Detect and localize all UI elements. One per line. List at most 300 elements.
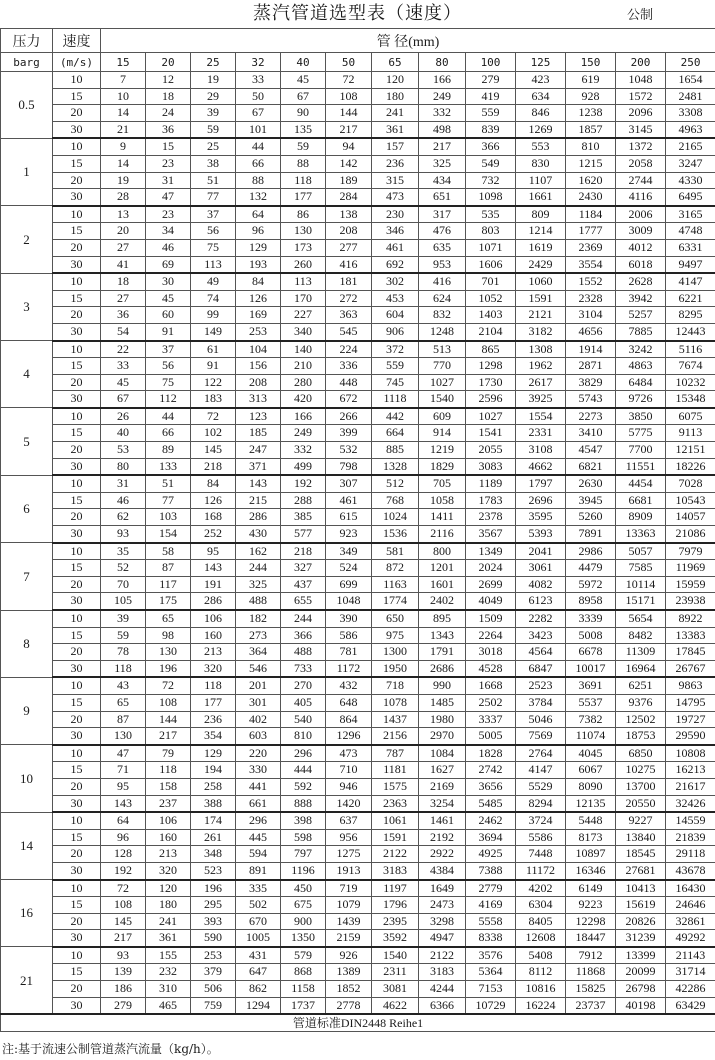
flow-cell: 174	[191, 812, 236, 829]
flow-cell: 14057	[666, 509, 715, 526]
flow-cell: 44	[236, 138, 281, 155]
flow-cell: 1189	[466, 475, 516, 492]
table-row	[1, 458, 715, 475]
flow-cell: 144	[146, 711, 191, 728]
flow-cell: 12608	[516, 930, 566, 947]
flow-cell: 168	[191, 509, 236, 526]
flow-cell: 52	[101, 560, 146, 577]
flow-cell: 13399	[616, 947, 666, 964]
flow-cell: 3694	[466, 829, 516, 846]
flow-cell: 1420	[326, 795, 372, 812]
flow-cell: 232	[146, 964, 191, 981]
velocity-cell: 10	[53, 408, 101, 425]
flow-cell: 3308	[666, 105, 715, 122]
flow-cell: 11309	[616, 644, 666, 661]
flow-cell: 405	[281, 694, 326, 711]
velocity-cell: 10	[53, 677, 101, 694]
flow-cell: 1980	[419, 711, 466, 728]
flow-cell: 4963	[666, 121, 715, 138]
diameter-header: 200	[616, 53, 666, 72]
velocity-cell: 20	[53, 239, 101, 256]
flow-cell: 25	[191, 138, 236, 155]
flow-cell: 349	[326, 543, 372, 560]
flow-cell: 88	[281, 155, 326, 172]
flow-cell: 177	[281, 189, 326, 206]
flow-cell: 1668	[466, 677, 516, 694]
table-row	[1, 425, 715, 442]
flow-cell: 1540	[419, 391, 466, 408]
flow-cell: 809	[516, 206, 566, 223]
flow-cell: 2430	[566, 189, 616, 206]
flow-cell: 6123	[516, 593, 566, 610]
flow-cell: 5537	[566, 694, 616, 711]
table-row	[1, 492, 715, 509]
flow-cell: 868	[281, 964, 326, 981]
flow-cell: 11868	[566, 964, 616, 981]
flow-cell: 1601	[419, 576, 466, 593]
flow-cell: 86	[281, 206, 326, 223]
flow-cell: 102	[191, 425, 236, 442]
flow-cell: 23	[146, 155, 191, 172]
diameter-header: 20	[146, 53, 191, 72]
flow-cell: 218	[191, 458, 236, 475]
units-row	[1, 53, 715, 72]
table-row	[1, 189, 715, 206]
flow-cell: 2096	[616, 105, 666, 122]
velocity-cell: 30	[53, 660, 101, 677]
flow-cell: 372	[372, 341, 419, 358]
flow-cell: 488	[281, 644, 326, 661]
table-row	[1, 897, 715, 914]
table-row	[1, 862, 715, 879]
flow-cell: 3242	[616, 341, 666, 358]
flow-cell: 1829	[419, 458, 466, 475]
flow-cell: 1215	[566, 155, 616, 172]
flow-cell: 3942	[616, 290, 666, 307]
flow-cell: 47	[146, 189, 191, 206]
flow-cell: 437	[281, 576, 326, 593]
flow-cell: 670	[236, 913, 281, 930]
flow-cell: 6484	[616, 374, 666, 391]
flow-cell: 336	[326, 358, 372, 375]
flow-cell: 7	[101, 72, 146, 89]
flow-cell: 371	[236, 458, 281, 475]
flow-cell: 260	[281, 256, 326, 273]
flow-cell: 133	[146, 458, 191, 475]
velocity-cell: 10	[53, 610, 101, 627]
flow-cell: 16224	[516, 997, 566, 1014]
flow-cell: 434	[419, 172, 466, 189]
flow-cell: 40198	[616, 997, 666, 1014]
velocity-cell: 30	[53, 391, 101, 408]
flow-cell: 15959	[666, 576, 715, 593]
flow-cell: 266	[326, 408, 372, 425]
flow-cell: 139	[101, 964, 146, 981]
flow-cell: 23938	[666, 593, 715, 610]
flow-cell: 1389	[326, 964, 372, 981]
flow-cell: 193	[236, 256, 281, 273]
velocity-cell: 30	[53, 930, 101, 947]
flow-cell: 2273	[566, 408, 616, 425]
velocity-cell: 30	[53, 997, 101, 1014]
flow-cell: 2006	[616, 206, 666, 223]
flow-cell: 1071	[466, 239, 516, 256]
flow-cell: 5046	[516, 711, 566, 728]
flow-cell: 191	[191, 576, 236, 593]
flow-cell: 185	[236, 425, 281, 442]
flow-cell: 208	[326, 223, 372, 240]
pressure-cell: 2	[1, 206, 53, 273]
flow-cell: 705	[419, 475, 466, 492]
flow-cell: 1536	[372, 526, 419, 543]
flow-cell: 366	[281, 627, 326, 644]
flow-cell: 759	[191, 997, 236, 1014]
flow-cell: 1184	[566, 206, 616, 223]
flow-cell: 51	[191, 172, 236, 189]
velocity-cell: 10	[53, 72, 101, 89]
flow-cell: 450	[281, 880, 326, 897]
flow-cell: 1591	[372, 829, 419, 846]
flow-cell: 196	[146, 660, 191, 677]
flow-cell: 98	[146, 627, 191, 644]
flow-cell: 241	[372, 105, 419, 122]
flow-cell: 366	[466, 138, 516, 155]
flow-cell: 2686	[419, 660, 466, 677]
flow-cell: 3656	[466, 778, 516, 795]
flow-cell: 15	[146, 138, 191, 155]
flow-cell: 13840	[616, 829, 666, 846]
table-row	[1, 593, 715, 610]
table-row	[1, 256, 715, 273]
flow-cell: 7388	[466, 862, 516, 879]
flow-cell: 325	[419, 155, 466, 172]
table-row	[1, 560, 715, 577]
flow-cell: 648	[326, 694, 372, 711]
flow-cell: 6075	[666, 408, 715, 425]
velocity-cell: 10	[53, 812, 101, 829]
flow-cell: 488	[236, 593, 281, 610]
velocity-cell: 10	[53, 341, 101, 358]
flow-cell: 117	[146, 576, 191, 593]
velocity-cell: 15	[53, 425, 101, 442]
table-body	[1, 72, 715, 1015]
velocity-cell: 20	[53, 778, 101, 795]
flow-cell: 252	[191, 526, 236, 543]
velocity-cell: 20	[53, 307, 101, 324]
flow-cell: 9227	[616, 812, 666, 829]
table-row	[1, 812, 715, 829]
flow-cell: 37	[191, 206, 236, 223]
flow-cell: 325	[236, 576, 281, 593]
flow-cell: 419	[466, 88, 516, 105]
flow-cell: 1403	[466, 307, 516, 324]
flow-cell: 56	[191, 223, 236, 240]
flow-cell: 2156	[372, 728, 419, 745]
flow-cell: 895	[419, 610, 466, 627]
flow-cell: 2104	[466, 323, 516, 340]
flow-cell: 53	[101, 442, 146, 459]
flow-cell: 3145	[616, 121, 666, 138]
flow-cell: 10232	[666, 374, 715, 391]
flow-cell: 473	[326, 745, 372, 762]
flow-cell: 21617	[666, 778, 715, 795]
velocity-cell: 20	[53, 644, 101, 661]
flow-cell: 143	[236, 475, 281, 492]
flow-cell: 317	[419, 206, 466, 223]
pressure-header: 压力	[1, 29, 53, 53]
flow-cell: 5005	[466, 728, 516, 745]
flow-cell: 18545	[616, 846, 666, 863]
flow-cell: 1554	[516, 408, 566, 425]
flow-cell: 27681	[616, 862, 666, 879]
flow-cell: 80	[101, 458, 146, 475]
flow-cell: 4116	[616, 189, 666, 206]
flow-cell: 1914	[566, 341, 616, 358]
flow-cell: 4169	[466, 897, 516, 914]
flow-cell: 1196	[281, 862, 326, 879]
velocity-cell: 20	[53, 172, 101, 189]
table-row	[1, 509, 715, 526]
flow-cell: 13	[101, 206, 146, 223]
flow-cell: 390	[326, 610, 372, 627]
flow-cell: 5529	[516, 778, 566, 795]
flow-cell: 249	[281, 425, 326, 442]
flow-cell: 15171	[616, 593, 666, 610]
flow-cell: 1541	[466, 425, 516, 442]
velocity-cell: 10	[53, 947, 101, 964]
flow-cell: 498	[419, 121, 466, 138]
flow-cell: 79	[146, 745, 191, 762]
flow-cell: 675	[281, 897, 326, 914]
flow-cell: 12443	[666, 323, 715, 340]
flow-cell: 10	[101, 88, 146, 105]
flow-cell: 1606	[466, 256, 516, 273]
flow-cell: 126	[236, 290, 281, 307]
flow-cell: 23737	[566, 997, 616, 1014]
flow-cell: 385	[281, 509, 326, 526]
flow-cell: 2764	[516, 745, 566, 762]
flow-cell: 5654	[616, 610, 666, 627]
flow-cell: 2628	[616, 273, 666, 290]
table-row	[1, 121, 715, 138]
flow-cell: 19	[101, 172, 146, 189]
flow-cell: 4012	[616, 239, 666, 256]
flow-cell: 7700	[616, 442, 666, 459]
flow-cell: 30	[146, 273, 191, 290]
flow-cell: 1107	[516, 172, 566, 189]
flow-cell: 295	[191, 897, 236, 914]
flow-cell: 1797	[516, 475, 566, 492]
pressure-cell: 9	[1, 677, 53, 744]
pressure-unit: barg	[1, 53, 53, 72]
flow-cell: 1098	[466, 189, 516, 206]
flow-cell: 64	[236, 206, 281, 223]
flow-cell: 5558	[466, 913, 516, 930]
flow-cell: 465	[146, 997, 191, 1014]
table-row	[1, 206, 715, 223]
flow-cell: 4748	[666, 223, 715, 240]
flow-cell: 2970	[419, 728, 466, 745]
pressure-cell: 10	[1, 745, 53, 812]
flow-cell: 1461	[419, 812, 466, 829]
flow-cell: 1913	[326, 862, 372, 879]
table-row	[1, 846, 715, 863]
flow-cell: 3691	[566, 677, 616, 694]
flow-cell: 577	[281, 526, 326, 543]
flow-cell: 473	[372, 189, 419, 206]
flow-cell: 10543	[666, 492, 715, 509]
flow-cell: 51	[146, 475, 191, 492]
flow-cell: 1777	[566, 223, 616, 240]
flow-cell: 177	[191, 694, 236, 711]
flow-cell: 87	[101, 711, 146, 728]
table-row	[1, 644, 715, 661]
flow-cell: 217	[146, 728, 191, 745]
flow-cell: 1372	[616, 138, 666, 155]
flow-cell: 581	[372, 543, 419, 560]
flow-cell: 745	[372, 374, 419, 391]
flow-cell: 5257	[616, 307, 666, 324]
flow-cell: 1627	[419, 762, 466, 779]
flow-cell: 19727	[666, 711, 715, 728]
flow-cell: 213	[191, 644, 236, 661]
flow-cell: 5586	[516, 829, 566, 846]
flow-cell: 615	[326, 509, 372, 526]
table-row	[1, 880, 715, 897]
table-row	[1, 323, 715, 340]
flow-cell: 7674	[666, 358, 715, 375]
flow-cell: 862	[236, 981, 281, 998]
flow-cell: 160	[146, 829, 191, 846]
flow-cell: 3595	[516, 509, 566, 526]
flow-cell: 241	[146, 913, 191, 930]
table-row	[1, 930, 715, 947]
flow-cell: 453	[372, 290, 419, 307]
flow-cell: 1796	[372, 897, 419, 914]
table-row	[1, 745, 715, 762]
flow-cell: 6678	[566, 644, 616, 661]
flow-cell: 1238	[566, 105, 616, 122]
table-row	[1, 947, 715, 964]
flow-cell: 872	[372, 560, 419, 577]
velocity-cell: 30	[53, 728, 101, 745]
flow-cell: 13700	[616, 778, 666, 795]
velocity-header: 速度	[53, 29, 101, 53]
flow-cell: 118	[146, 762, 191, 779]
flow-cell: 619	[566, 72, 616, 89]
table-row	[1, 694, 715, 711]
flow-cell: 553	[516, 138, 566, 155]
flow-cell: 655	[281, 593, 326, 610]
table-row	[1, 307, 715, 324]
flow-cell: 180	[146, 897, 191, 914]
table-row	[1, 442, 715, 459]
flow-cell: 2871	[566, 358, 616, 375]
table-row	[1, 341, 715, 358]
flow-cell: 4547	[566, 442, 616, 459]
flow-cell: 277	[326, 239, 372, 256]
velocity-cell: 10	[53, 206, 101, 223]
flow-cell: 8294	[516, 795, 566, 812]
flow-cell: 94	[326, 138, 372, 155]
flow-cell: 210	[281, 358, 326, 375]
page-title: 蒸汽管道选型表（速度）	[253, 3, 462, 24]
flow-cell: 157	[372, 138, 419, 155]
flow-cell: 10413	[616, 880, 666, 897]
flow-cell: 6304	[516, 897, 566, 914]
flow-cell: 22	[101, 341, 146, 358]
flow-cell: 431	[236, 947, 281, 964]
flow-cell: 43678	[666, 862, 715, 879]
table-row	[1, 660, 715, 677]
velocity-cell: 15	[53, 88, 101, 105]
flow-cell: 701	[466, 273, 516, 290]
flow-cell: 7028	[666, 475, 715, 492]
flow-cell: 1024	[372, 509, 419, 526]
flow-cell: 1048	[616, 72, 666, 89]
flow-cell: 803	[466, 223, 516, 240]
flow-cell: 6067	[566, 762, 616, 779]
flow-cell: 59	[281, 138, 326, 155]
table-row	[1, 223, 715, 240]
flow-cell: 7912	[566, 947, 616, 964]
flow-cell: 61	[191, 341, 236, 358]
flow-cell: 4662	[516, 458, 566, 475]
flow-cell: 8112	[516, 964, 566, 981]
flow-cell: 99	[191, 307, 236, 324]
pressure-cell: 5	[1, 408, 53, 475]
flow-cell: 1300	[372, 644, 419, 661]
flow-cell: 38	[191, 155, 236, 172]
flow-cell: 1783	[466, 492, 516, 509]
flow-cell: 160	[191, 627, 236, 644]
flow-cell: 5260	[566, 509, 616, 526]
flow-cell: 1962	[516, 358, 566, 375]
flow-cell: 423	[516, 72, 566, 89]
flow-cell: 885	[372, 442, 419, 459]
flow-cell: 8295	[666, 307, 715, 324]
flow-cell: 3337	[466, 711, 516, 728]
flow-cell: 144	[326, 105, 372, 122]
flow-cell: 2282	[516, 610, 566, 627]
flow-cell: 8338	[466, 930, 516, 947]
flow-cell: 2363	[372, 795, 419, 812]
flow-cell: 3009	[616, 223, 666, 240]
flow-cell: 956	[326, 829, 372, 846]
flow-cell: 169	[236, 307, 281, 324]
velocity-cell: 30	[53, 189, 101, 206]
flow-cell: 7448	[516, 846, 566, 863]
flow-cell: 361	[372, 121, 419, 138]
flow-cell: 810	[281, 728, 326, 745]
flow-cell: 1219	[419, 442, 466, 459]
flow-cell: 399	[326, 425, 372, 442]
table-row	[1, 829, 715, 846]
flow-cell: 45	[146, 290, 191, 307]
flow-cell: 798	[326, 458, 372, 475]
velocity-cell: 20	[53, 374, 101, 391]
flow-cell: 10275	[616, 762, 666, 779]
flow-cell: 4454	[616, 475, 666, 492]
flow-cell: 103	[146, 509, 191, 526]
flow-cell: 9726	[616, 391, 666, 408]
flow-cell: 26798	[616, 981, 666, 998]
flow-cell: 4656	[566, 323, 616, 340]
flow-cell: 4622	[372, 997, 419, 1014]
flow-cell: 393	[191, 913, 236, 930]
flow-cell: 24646	[666, 897, 715, 914]
velocity-cell: 10	[53, 745, 101, 762]
